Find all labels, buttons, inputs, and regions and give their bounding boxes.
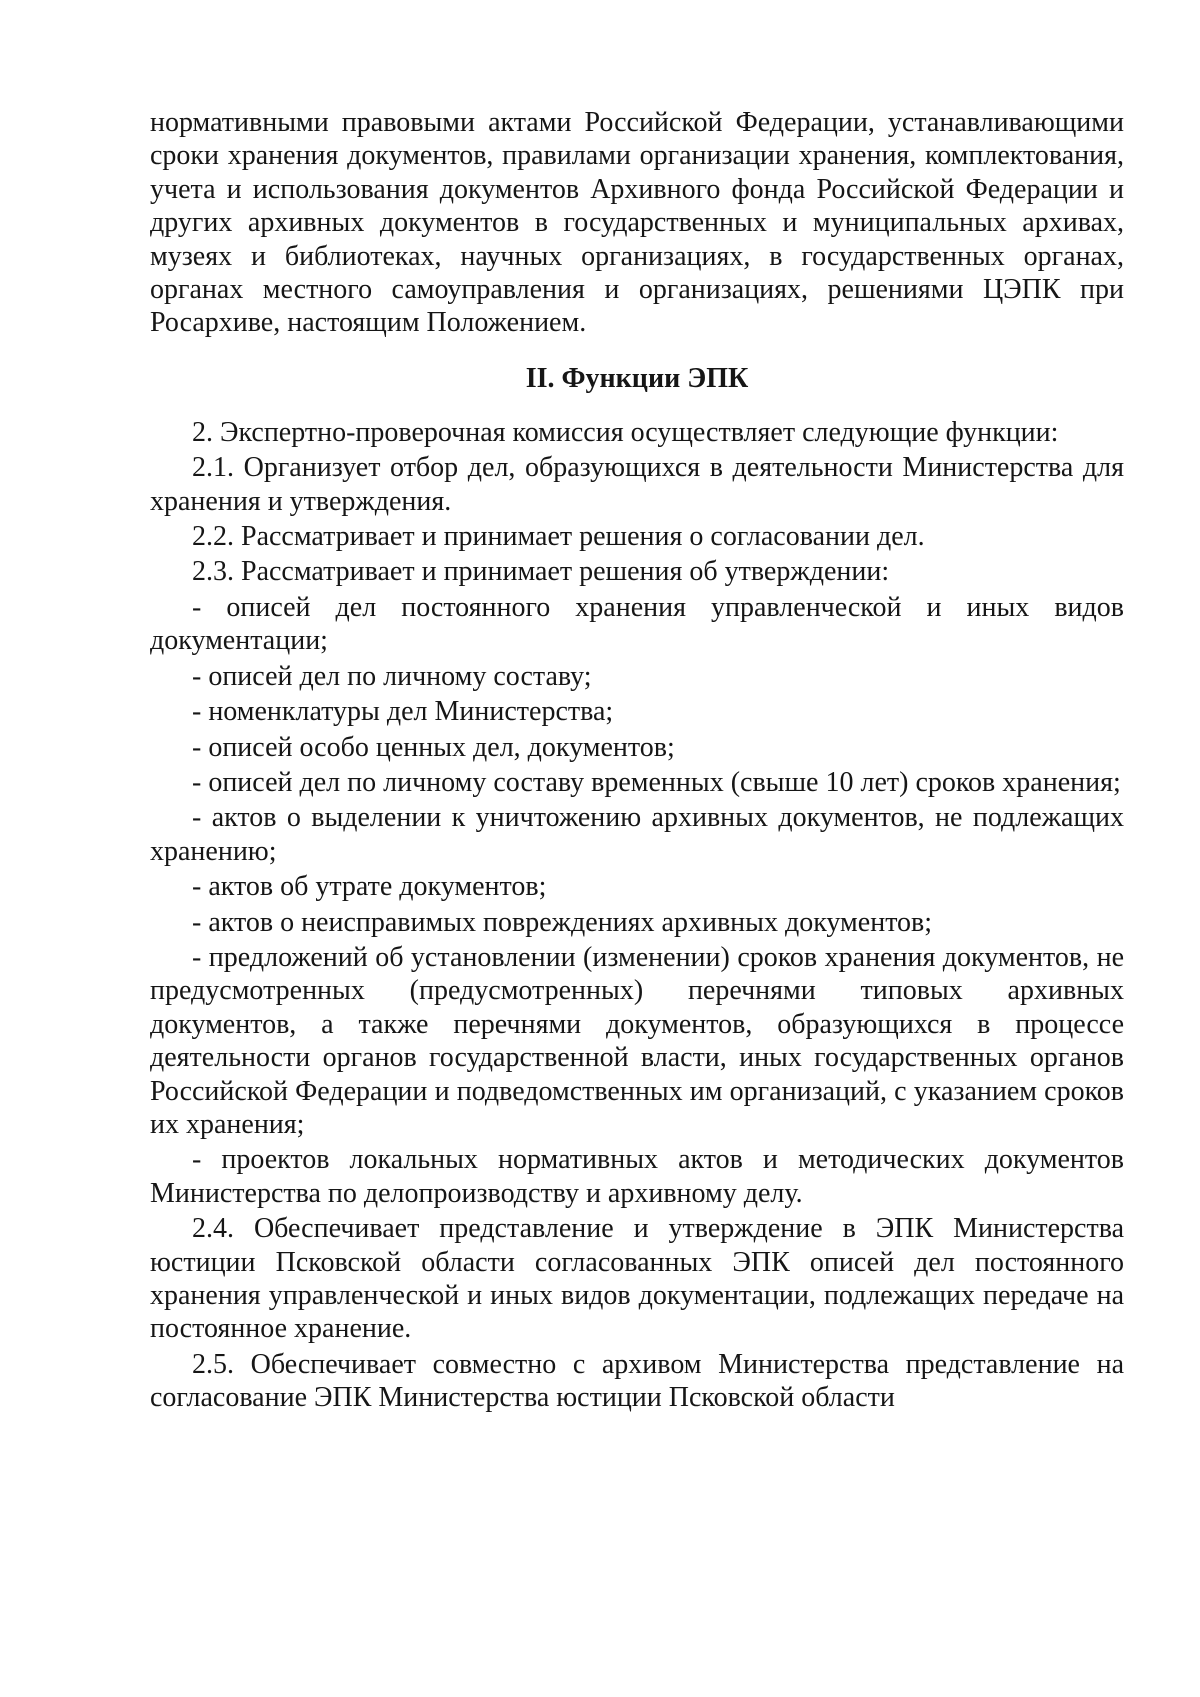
list-item: - описей дел по личному составу временных (свыше 10 лет) сроков хранения; xyxy=(192,766,1121,798)
paragraph-2-2: 2.2. Рассматривает и принимает решения о согласовании дел. xyxy=(192,521,925,553)
paragraph-2-5: 2.5. Обеспечивает совместно с архивом Министерства представление на согласование ЭПК Министерства юстиции Псковской области xyxy=(150,1348,1124,1414)
list-item: - описей дел по личному составу; xyxy=(192,660,592,692)
list-item: - проектов локальных нормативных актов и методических документов Министерства по делопроизводству и архивному делу. xyxy=(150,1144,1124,1209)
list-item: - актов о выделении к уничтожению архивных документов, не подлежащих хранению; xyxy=(150,802,1124,867)
paragraph-2-1: 2.1. Организует отбор дел, образующихся в деятельности Министерства для хранения и утверждения. xyxy=(150,452,1124,517)
section-heading: II. Функции ЭПК xyxy=(525,362,749,394)
list-item: - номенклатуры дел Министерства; xyxy=(192,696,614,728)
list-item: - актов о неисправимых повреждениях архивных документов; xyxy=(192,906,933,938)
list-item: - описей особо ценных дел, документов; xyxy=(192,731,675,763)
list-item: - описей дел постоянного хранения управленческой и иных видов документации; xyxy=(150,591,1124,657)
intro-paragraph: нормативными правовыми актами Российской Федерации, устанавливающими сроки хранения документов, правилами организации хранения, комплектования, учета и использования документов Архивного фонда Российской Федерации и других архивных документов в государственных и муниципальных архивах, музеях и библиотеках, научных организациях, в государственных органах, органах местного самоуправления и организациях, решениями ЦЭПК при Росархиве, настоящим Положением. xyxy=(150,107,1124,339)
paragraph-2: 2. Экспертно-проверочная комиссия осуществляет следующие функции: xyxy=(192,416,1059,448)
list-item: - предложений об установлении (изменении) сроков хранения документов, не предусмотренных (предусмотренных) перечнями типовых архивных документов, а также перечнями документов, образующихся в процессе деятельности органов государственной власти, иных государственных органов Российской Федерации и подведомственных им организаций, с указанием сроков их хранения; xyxy=(150,941,1124,1140)
paragraph-2-4: 2.4. Обеспечивает представление и утверждение в ЭПК Министерства юстиции Псковской области согласованных ЭПК описей дел постоянного хранения управленческой и иных видов документации, подлежащих передаче на постоянное хранение. xyxy=(150,1213,1124,1345)
paragraph-2-3: 2.3. Рассматривает и принимает решения об утверждении: xyxy=(192,556,890,588)
list-item: - актов об утрате документов; xyxy=(192,871,547,903)
